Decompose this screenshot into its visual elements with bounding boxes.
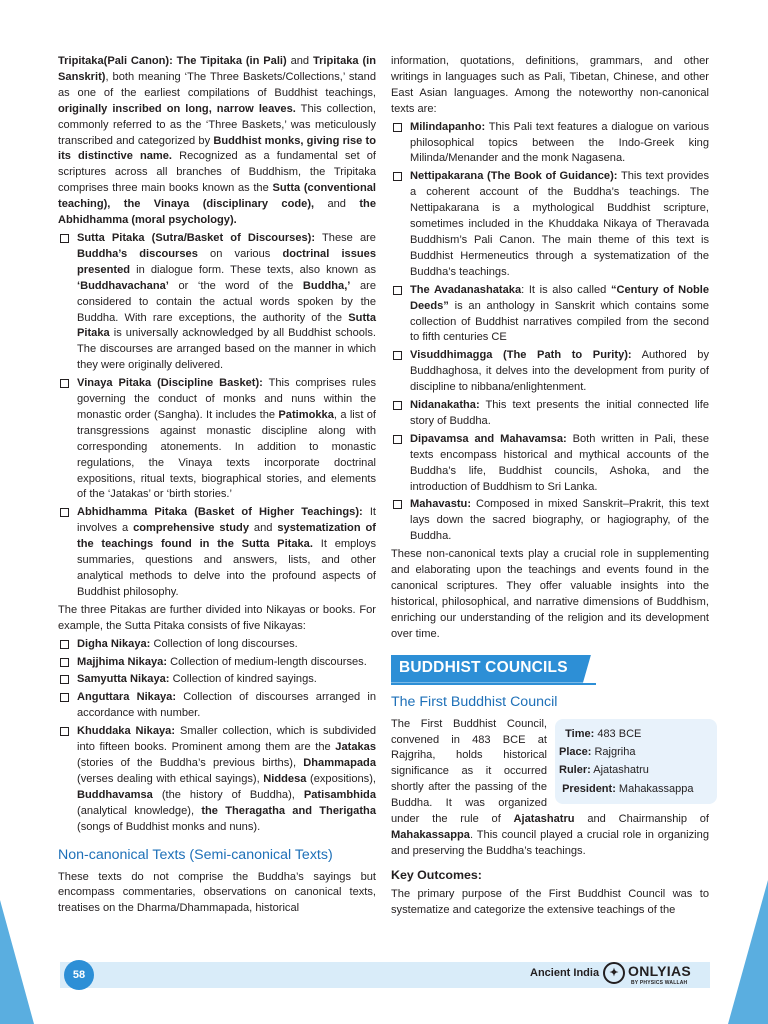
bold-text: Milindapanho:: [410, 120, 486, 133]
bold-text: Samyutta Nikaya:: [77, 673, 170, 686]
info-value: Mahakassappa: [615, 782, 694, 795]
info-label: Place:: [559, 746, 592, 759]
left-column: [58, 54, 376, 919]
bold-text: the Abhidhamma (moral psychology).: [58, 198, 376, 227]
bold-text: Anguttara Nikaya:: [77, 691, 177, 704]
info-label: Time:: [565, 727, 595, 740]
bold-text: Majjhima Nikaya:: [77, 655, 168, 668]
list-item: [58, 690, 376, 722]
logo-icon: ✦: [603, 962, 625, 984]
tripitaka-paragraph: [58, 54, 376, 229]
text: (analytical knowledge),: [77, 804, 202, 817]
info-value: 483 BCE: [594, 727, 642, 740]
bold-text: Visuddhimagga (The Path to Purity):: [410, 349, 632, 362]
bold-text: Tripitaka(Pali Canon): The Tipitaka (in Pali): [58, 55, 287, 67]
text: Composed in mixed Sanskrit–Prakrit, this text lays down the sacred biography, or hagiography, of the Buddha.: [410, 498, 709, 543]
brand-logo: ONLYIAS: [628, 963, 692, 979]
list-item: [391, 283, 709, 347]
bold-text: Sutta Pitaka: [77, 311, 376, 340]
info-label: Ruler:: [559, 764, 591, 777]
list-item: [58, 505, 376, 600]
bold-text: doctrinal issues presented: [77, 247, 376, 276]
info-ruler: [559, 761, 717, 779]
text: Both written in Pali, these texts encompass historical and mythical accounts of the Buddha’s life, Buddhist councils, Ashoka, and the introduction of Buddhism to Sri Lanka.: [410, 432, 709, 493]
info-label: President:: [562, 782, 616, 795]
text: : It is also called: [521, 283, 611, 296]
key-outcomes-heading: Key Outcomes:: [391, 867, 482, 882]
text: (the history of Buddha),: [152, 788, 304, 801]
text: (verses dealing with ethical sayings),: [77, 772, 264, 785]
nikaya-intro: The three Pitakas are further divided into Nikayas or books. For example, the Sutta Pitaka consists of five Nikayas:: [58, 603, 376, 632]
bold-text: Mahakassappa: [391, 828, 470, 841]
text: These are: [315, 231, 376, 244]
info-president: [559, 780, 717, 798]
list-item: [58, 724, 376, 835]
text: , a list of transgressions against monastic discipline along with corresponding atonements. In addition to monastic regulations, the Vinaya texts incorporate doctrinal expositions, ritual texts, biographical stories, and elements of the ‘Jatakas’ or ‘birth stories.’: [77, 408, 376, 501]
section-banner: [391, 655, 709, 683]
text: Collection of kindred sayings.: [169, 673, 317, 686]
council-info-box: [555, 719, 717, 805]
list-item: [58, 231, 376, 374]
bold-text: Patimokka: [278, 408, 334, 421]
list-item: [391, 432, 709, 496]
bold-text: Sutta Pitaka (Sutra/Basket of Discourses):: [77, 231, 316, 244]
info-value: Rajgriha: [591, 746, 636, 759]
bold-text: The Avadanashataka: [410, 283, 522, 296]
text: , both meaning ‘The Three Baskets/Collections,’ stand as one of the earliest compilations of Buddhist teachings,: [58, 70, 376, 99]
list-item: [58, 655, 376, 671]
text: and: [314, 198, 360, 211]
bold-text: Nettipakarana (The Book of Guidance):: [410, 170, 618, 183]
text: This text presents the initial connected life story of Buddha.: [410, 399, 709, 427]
text: on various: [197, 247, 283, 260]
list-item: [58, 672, 376, 688]
bold-text: originally inscribed on long, narrow leaves.: [58, 102, 296, 115]
list-item: [391, 398, 709, 430]
corner-decoration: [0, 900, 34, 1024]
text: The First Buddhist Council, convened in 483 BCE at Rajgriha, holds historical significance as it occurred shortly after the passing of the Buddha. It was organized under the rule of: [391, 717, 547, 826]
banner-underline: [391, 683, 596, 685]
section-title: BUDDHIST COUNCILS: [399, 658, 568, 676]
text: Collection of medium-length discourses.: [167, 655, 367, 668]
noncanonical-heading: Non-canonical Texts (Semi-canonical Texts): [58, 846, 333, 863]
noncanonical-summary: These non-canonical texts play a crucial role in supplementing and elaborating upon the teachings and events found in the canonical scriptures. They offer valuable insights into the historical, philosophical, and narrative dimensions of Buddhism, enriching our understanding of the religion and its development over time.: [391, 548, 709, 640]
bold-text: Patisambhida: [303, 788, 376, 801]
brand-logo-subtitle: BY PHYSICS WALLAH: [631, 980, 688, 986]
list-item: [58, 637, 376, 653]
bold-text: Dhammapada: [303, 756, 376, 769]
bold-text: Abhidhamma Pitaka (Basket of Higher Teachings):: [77, 506, 363, 519]
text: . This council played a crucial role in organizing and preserving the Buddha’s teachings.: [391, 828, 709, 857]
first-council-heading: The First Buddhist Council: [391, 693, 558, 710]
bold-text: Dipavamsa and Mahavamsa:: [410, 432, 567, 445]
info-place: [559, 743, 717, 761]
footer-subject: Ancient India: [530, 967, 600, 979]
bold-text: Buddha’s discourses: [77, 247, 198, 260]
noncanonical-continued: information, quotations, definitions, grammars, and other writings in languages such as Pali, Tibetan, Chinese, and other East Asian languages. Among the noteworthy non-canonical texts are:: [391, 55, 709, 115]
text: is an anthology in Sanskrit which contains some collection of Buddhist narratives compiled from the second to fifth centuries CE: [410, 299, 709, 344]
text: Authored by Buddhaghosa, it delves into the development from purity of discipline to nibbana/enlightenment.: [410, 349, 710, 394]
bold-text: Tripitaka (in Sanskrit): [58, 55, 376, 83]
pitaka-list: [58, 231, 376, 601]
text: (expositions),: [306, 772, 376, 785]
bold-text: Buddha,’: [302, 279, 351, 292]
text: in dialogue form. These texts, also known as: [130, 263, 376, 276]
bold-text: comprehensive study: [133, 522, 249, 535]
bold-text: Nidanakatha:: [410, 399, 480, 412]
bold-text: Buddhavamsa: [77, 788, 153, 801]
bold-text: Digha Nikaya:: [77, 637, 151, 650]
bold-text: ‘Buddhavachana’: [77, 279, 169, 292]
text: (songs of Buddhist monks and nuns).: [77, 820, 261, 833]
text: or ‘the word of the: [168, 279, 303, 292]
bold-text: Khuddaka Nikaya:: [77, 725, 176, 738]
text: It employs summaries, questions and answers, lists, and other analytical methods to delve into the profound aspects of Buddhist philosophy.: [77, 538, 376, 598]
list-item: [391, 497, 709, 545]
bold-text: Jatakas: [335, 741, 376, 754]
text: are considered to contain the actual words spoken by the Buddha. With rare exceptions, the authority of the: [77, 279, 376, 324]
right-column: [391, 54, 709, 921]
text: Smaller collection, which is subdivided into fifteen books. Prominent among them are the: [77, 725, 376, 754]
corner-decoration: [728, 880, 768, 1024]
text: It involves a: [77, 506, 376, 535]
bold-text: Sutta (conventional teaching), the Vinaya (disciplinary code),: [58, 182, 376, 211]
text: Recognized as a fundamental set of scriptures across all branches of Buddhism, the Tripitaka comprises three main books known as the: [58, 150, 376, 195]
text: is universally acknowledged by all Buddhist schools. The discourses are arranged based on the manner in which they were originally delivered.: [77, 327, 376, 372]
list-item: [58, 376, 376, 503]
bold-text: Vinaya Pitaka (Discipline Basket):: [77, 377, 263, 390]
text: and: [286, 55, 313, 67]
bold-text: Niddesa: [263, 772, 307, 785]
list-item: [391, 169, 709, 280]
info-time: [559, 725, 717, 743]
first-council-block: [391, 717, 709, 860]
list-item: [391, 120, 709, 168]
text: This comprises rules governing the conduct of monks and nuns within the monastic order (Sangha). It includes the: [77, 377, 376, 421]
bold-text: systematization of the teachings found in the Sutta Pitaka.: [77, 522, 376, 551]
text: This collection, commonly referred to as the ‘Three Baskets,’ was meticulously transcribed and categorized by: [58, 102, 376, 147]
text: This text provides a coherent account of the Buddha’s teachings. The Nettipakarana is a mythological Buddhist scripture, sometimes included in the Khuddaka Nikaya of Theravada Buddhism’s Pali Canon. The main theme of this text is Buddhist Hermeneutics through a systematization of the Buddha’s teachings.: [410, 170, 709, 278]
bold-text: Mahavastu:: [410, 498, 472, 511]
bold-text: the Theragatha and Therigatha: [201, 804, 376, 817]
text: Collection of long discourses.: [150, 637, 298, 650]
key-outcomes-text: The primary purpose of the First Buddhist Council was to systematize and categorize the extensive teachings of the: [391, 887, 709, 916]
noncanonical-intro: These texts do not comprise the Buddha’s sayings but encompass commentaries, observations on canonical texts, treatises on the Dharma/Dhammapada, historical: [58, 870, 376, 915]
info-value: Ajatashatru: [590, 764, 649, 777]
list-item: [391, 348, 709, 396]
bold-text: Ajatashatru: [513, 813, 575, 826]
noncanonical-list: [391, 120, 709, 546]
bold-text: “Century of Noble Deeds”: [410, 283, 709, 312]
text: and: [249, 522, 278, 535]
text: This Pali text features a dialogue on various philosophical topics between the Indo-Greek king Milinda/Menander and the monk Nagasena.: [410, 120, 709, 165]
text: (stories of the Buddha’s previous births),: [77, 756, 304, 769]
nikaya-list: [58, 637, 376, 836]
text: Collection of discourses arranged in accordance with number.: [77, 691, 376, 720]
bold-text: Buddhist monks, giving rise to its distinctive name.: [58, 134, 376, 163]
text: and Chairmanship of: [574, 813, 710, 826]
page-number: 58: [64, 960, 94, 990]
